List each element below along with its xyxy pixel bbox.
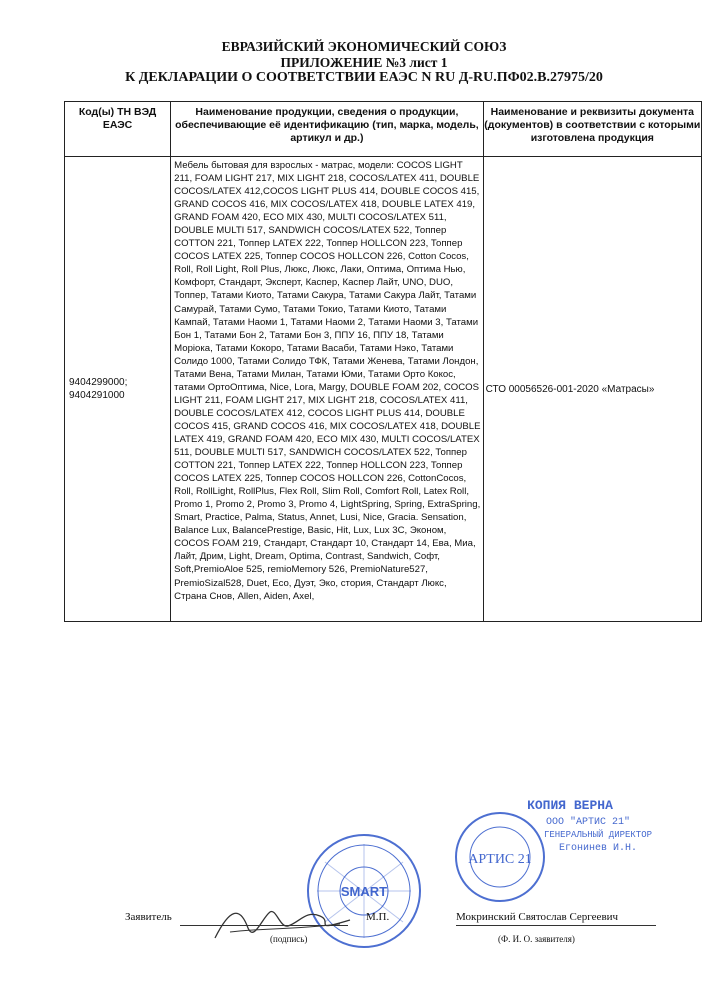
document-cell: СТО 00056526-001-2020 «Матрасы» <box>483 157 701 622</box>
products-table <box>64 101 702 622</box>
header-codes: Код(ы) ТН ВЭД ЕАЭС <box>65 102 171 157</box>
name-caption: (Ф. И. О. заявителя) <box>498 934 575 944</box>
code-1: 9404299000; <box>69 377 128 388</box>
header-products: Наименование продукции, сведения о продукции, обеспечивающие её идентификацию (тип, марка, модель, артикул и др.) <box>171 102 483 157</box>
copy-stamp-line-1: КОПИЯ ВЕРНА <box>527 798 613 813</box>
applicant-label: Заявитель <box>125 911 172 923</box>
description-cell: Мебель бытовая для взрослых - матрас, модели: COCOS LIGHT 211, FOAM LIGHT 217, MIX LIGHT 218, COCOS/LATEX 411, DOUBLE COCOS/LATEX 412,COCOS LIGHT PLUS 414, DOUBLE COCOS 415, GRAND COCOS 416, MIX COCOS/LATEX 418, DOUBLE LATEX 419, GRAND FOAM 420, ECO MIX 430, MULTI COCOS/LATEX 511, DOUBLE MULTI 517, SANDWICH COCOS/LATEX 522, Топпер COTTON 221, Топпер LATEX 222, Топпер HOLLCON 223, Топпер COCOS LATEX 225, Топпер COCOS HOLLCON 226, Cotton Cocos, Roll, Roll Light, Roll Plus, Люкс, Люкс, Лаки, Оптима, Оптима Нью, Комфорт, Стандарт, Эксперт, Каспер, Каспер Лайт, UNO, DUO, Топпер, Татами Киото, Татами Сакура, Татами Сакура Лайт, Татами Самурай, Татами Сумо, Татами Токио, Татами Киото, Татами Кампай, Татами Наоми 1, Татами Наоми 2, Татами Наоми 3, Татами Бон 1, Татами Бон 2, Татами Бон 3, ППУ 16, ППУ 18, Татами Морioка, Татами Кокоро, Татами Васаби, Татами Нэко, Татами Солидо 1000, Татами Солидо ТФК, Татами Женева, Татами Лондон, Татами Вена, Татами Милан, Татами Юми, Татами Орто Кокос, татами ОртоОптима, Nice, Lora, Margy, DOUBLE FOAM 202, COCOS LIGHT 211, FOAM LIGHT 217, MIX LIGHT 218, COCOS/LATEX 411, DOUBLE COCOS/LATEX 412, COCOS LIGHT PLUS 414, DOUBLE COCOS 415, GRAND COCOS 416, MIX COCOS/LATEX 418, DOUBLE LATEX 419, GRAND FOAM 420, ECO MIX 430, MULTI COCOS/LATEX 511, DOUBLE MULTI 517, SANDWICH COCOS/LATEX 522, Топпер COTTON 221, Топпер LATEX 222, Топпер HOLLCON 223, Топпер COCOS LATEX 225, Топпер COCOS HOLLCON 226, CottonCocos, Roll, RollLight, RollPlus, Flex Roll, Slim Roll, Comfort Roll, Latex Roll, Promo 1, Promo 2, Promo 3, Promo 4, LightSpring, Spring, ExtraSpring, Smart, Practice, Palma, Status, Annet, Lusi, Nice, Gracia. Sensation, Balance Lux, BalancePrestige, Basic, Hit, Lux, Lux 3C, Эконом, COCOS FOAM 219, Стандарт, Стандарт 10, Стандарт 14, Ева, Миа, Лайт, Дрим, Light, Dream, Optima, Contrast, Sandwich, Софт, Soft,PremioAloe 525, remioMemory 526, PremioNature527, PremioSizal528, Duet, Eco, Дуэт, Эко, стория, Стандарт Люкс, Страна Снов, Allen, Aiden, Axel, <box>171 157 483 622</box>
signature-line <box>180 925 348 926</box>
copy-stamp-line-2: ООО "АРТИС 21" <box>545 817 631 828</box>
applicant-name: Мокринский Святослав Сергеевич <box>456 911 619 923</box>
table-header-row <box>65 102 702 157</box>
copy-stamp-line-3: ГЕНЕРАЛЬНЫЙ ДИРЕКТОР <box>543 830 653 840</box>
copy-stamp-line-4: Егонинев И.Н. <box>558 843 638 854</box>
header-appendix: ПРИЛОЖЕНИЕ №3 лист 1 <box>280 55 448 70</box>
table-row <box>65 157 702 622</box>
codes-cell <box>65 157 171 622</box>
header-declaration: К ДЕКЛАРАЦИИ О СООТВЕТСТВИИ ЕАЭС N RU Д-RU.ПФ02.В.27975/20 <box>125 70 603 85</box>
signature-caption: (подпись) <box>270 934 308 944</box>
mp-label: М.П. <box>366 911 390 923</box>
copy-stamp <box>448 787 662 907</box>
name-line <box>456 925 656 926</box>
code-2: 9404291000 <box>69 390 125 401</box>
copy-stamp-seal-text: АРТИС 21 <box>468 852 532 867</box>
seal-center-text: SMART <box>340 884 388 899</box>
header-union: ЕВРАЗИЙСКИЙ ЭКОНОМИЧЕСКИЙ СОЮЗ <box>221 39 507 54</box>
header-documents: Наименование и реквизиты документа (документов) в соответствии с которыми изготовлена продукция <box>483 102 701 157</box>
